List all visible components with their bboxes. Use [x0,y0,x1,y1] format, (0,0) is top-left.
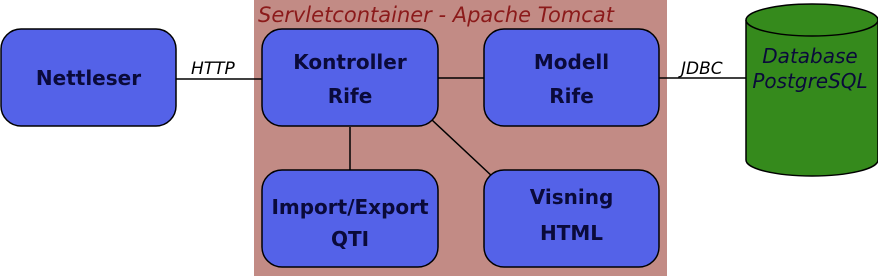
node-view [484,170,659,267]
node-browser [1,29,176,126]
node-view-label-2: HTML [539,221,604,245]
node-controller-label-2: Rife [327,84,373,108]
node-controller-label-1: Kontroller [293,50,407,74]
node-database [746,4,878,176]
node-controller [262,29,438,126]
node-model [484,29,659,126]
node-importexport-label-2: QTI [330,227,370,251]
edge-label-http: HTTP [191,59,235,79]
node-model-label-1: Modell [533,50,610,74]
node-view-label-1: Visning [529,185,614,209]
servlet-container-title: Servletcontainer - Apache Tomcat [258,3,614,27]
node-model-label-2: Rife [549,84,594,108]
node-database-label-1: Database [762,44,858,68]
node-database-label-2: PostgreSQL [752,69,868,93]
node-browser-label: Nettleser [35,66,142,90]
edge-label-jdbc: JDBC [681,59,723,79]
node-importexport [262,170,438,267]
node-importexport-label-1: Import/Export [271,195,429,219]
